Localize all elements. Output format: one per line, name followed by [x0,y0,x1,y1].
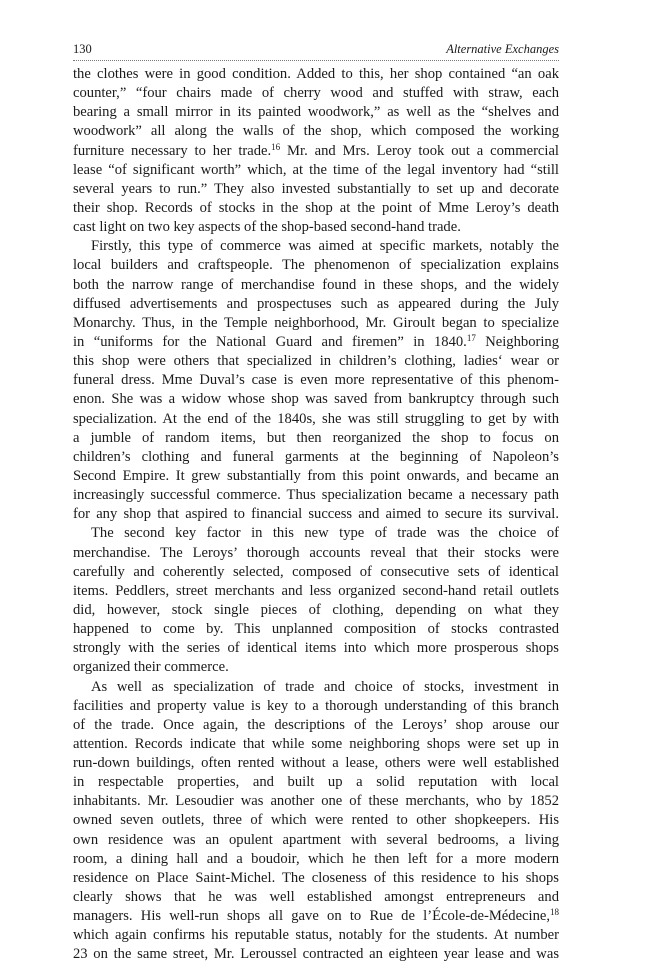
line-text: owned seven outlets, three of which were rented to other shopkeepers. His [73,812,559,829]
footnote-marker: 18 [550,907,559,918]
line-text: local builders and craftspeople. The phenomenon of specialization explains [73,257,559,274]
text-line [73,142,559,161]
text-line [73,678,559,697]
line-text: a jumble of random items, but then reorganized the shop to focus on [73,429,559,446]
text-line [73,65,559,84]
text-line [73,448,559,467]
line-text: room, a dining hall and a boudoir, which he then left for a more modern [73,850,559,867]
text-line [73,697,559,716]
text-line [73,716,559,735]
text-line [73,563,559,582]
text-line [73,333,559,352]
line-text: carefully and coherently selected, composed of consecutive sets of identical [73,563,559,580]
text-line [73,410,559,429]
line-text: did, however, stock single pieces of clothing, depending on what they [73,601,559,618]
line-text: their shop. Records of stocks in the shop at the point of Mme Leroy’s death [73,199,559,216]
text-line [73,926,559,945]
text-line [73,122,559,141]
line-text: merchandise. The Leroys’ thorough accounts reveal that their stocks were [73,544,559,561]
text-line [73,945,559,964]
line-text: items. Peddlers, street merchants and less organized second-hand retail outlets [73,582,559,599]
line-text: run-down buildings, often rented without a lease, others were well established [73,755,559,772]
text-line [73,601,559,620]
line-text: lease “of significant worth” which, at the time of the legal inventory had “still [73,161,559,178]
line-text: specialization. At the end of the 1840s, she was still struggling to get by with [73,410,559,427]
line-text: of the trade. Once again, the descriptions of the Leroys’ shop arouse our [73,716,559,733]
line-text: own residence was an opulent apartment with several bedrooms, a living [73,831,559,848]
text-line [73,658,559,677]
text-line [73,295,559,314]
line-text: As well as specialization of trade and choice of stocks, investment in [91,678,559,695]
text-line [73,792,559,811]
line-text: happened to come by. This unplanned composition of stocks contrasted [73,621,559,638]
text-line [73,850,559,869]
text-line [73,505,559,524]
line-text: cast light on two key aspects of the shop-based second-hand trade. [73,219,461,236]
line-text: Monarchy. Thus, in the Temple neighborhood, Mr. Giroult began to specialize [73,314,559,331]
text-line [73,582,559,601]
text-line [73,103,559,122]
line-text: in “uniforms for the National Guard and firemen” in 1840. [73,333,467,350]
line-text: 23 on the same street, Mr. Leroussel contracted an eighteen year lease and was [73,946,559,963]
text-line [73,180,559,199]
line-text: increasingly successful commerce. Thus specialization became a necessary path [73,487,559,504]
line-text: organized their commerce. [73,659,229,676]
line-text: Second Empire. It grew substantially from this point onwards, and became an [73,467,559,484]
line-text: counter,” “four chairs made of cherry wood and stuffed with straw, each [73,85,559,102]
footnote-marker: 17 [466,332,476,343]
line-text: Firstly, this type of commerce was aimed at specific markets, notably the [91,238,559,255]
page-number: 130 [73,42,92,56]
text-line [73,256,559,275]
text-line [73,888,559,907]
line-text: for any shop that aspired to financial success and aimed to secure its survival. [73,506,559,523]
line-text: enon. She was a widow whose shop was saved from bankruptcy through such [73,391,559,408]
line-text-continued: Neighboring [475,333,559,350]
line-text: both the narrow range of merchandise found in these shops, and the widely [73,276,559,293]
text-line [73,352,559,371]
line-text: furniture necessary to her trade. [73,142,272,159]
body-text [73,65,559,965]
line-text: which again confirms his reputable status, notably for the students. At number [73,927,559,944]
text-line [73,620,559,639]
text-line [73,237,559,256]
line-text: woodwork” all along the walls of the shop, which composed the working [73,123,559,140]
line-text: this shop were others that specialized in children’s clothing, ladies‘ wear or [73,353,559,370]
text-line [73,486,559,505]
text-line [73,869,559,888]
line-text-continued: Mr. and Mrs. Leroy took out a commercial [280,142,559,159]
line-text: children’s clothing and funeral garments at the beginning of Napoleon’s [73,448,559,465]
running-head [73,40,559,61]
line-text: managers. His well-run shops all gave on to Rue de l’École-de-Médecine, [73,908,550,925]
text-line [73,544,559,563]
text-line [73,314,559,333]
line-text: strongly with the series of identical items into which more prosperous shops [73,640,559,657]
text-line [73,735,559,754]
line-text: bearing a small mirror in its painted woodwork,” as well as the “shelves and [73,104,559,121]
line-text: in respectable properties, and built up a solid reputation with local [73,774,559,791]
text-line [73,773,559,792]
line-text: several years to run.” They also invested substantially to set up and decorate [73,180,559,197]
running-title: Alternative Exchanges [446,42,559,56]
line-text: The second key factor in this new type of trade was the choice of [91,525,559,542]
text-line [73,390,559,409]
text-line [73,831,559,850]
text-line [73,467,559,486]
line-text: inhabitants. Mr. Lesoudier was another one of these merchants, who by 1852 [73,793,559,810]
line-text: funeral dress. Mme Duval’s case is even more representative of this phenom- [73,372,559,389]
text-line [73,907,559,926]
text-line [73,811,559,830]
line-text: the clothes were in good condition. Added to this, her shop contained “an oak [73,66,559,82]
footnote-marker: 16 [271,141,281,152]
text-line [73,639,559,658]
text-line [73,429,559,448]
text-line [73,371,559,390]
text-line [73,84,559,103]
line-text: residence on Place Saint-Michel. The closeness of this residence to his shops [73,869,559,886]
text-line [73,218,559,237]
text-line [73,161,559,180]
line-text: clearly shows that he was well established amongst entrepreneurs and [73,889,559,906]
line-text: diffused advertisements and prospectuses such as appeared during the July [73,295,559,312]
text-line [73,754,559,773]
text-line [73,524,559,543]
line-text: attention. Records indicate that while some neighboring shops were set up in [73,735,559,752]
line-text: facilities and property value is key to a thorough understanding of this branch [73,697,559,714]
text-line [73,199,559,218]
text-line [73,276,559,295]
